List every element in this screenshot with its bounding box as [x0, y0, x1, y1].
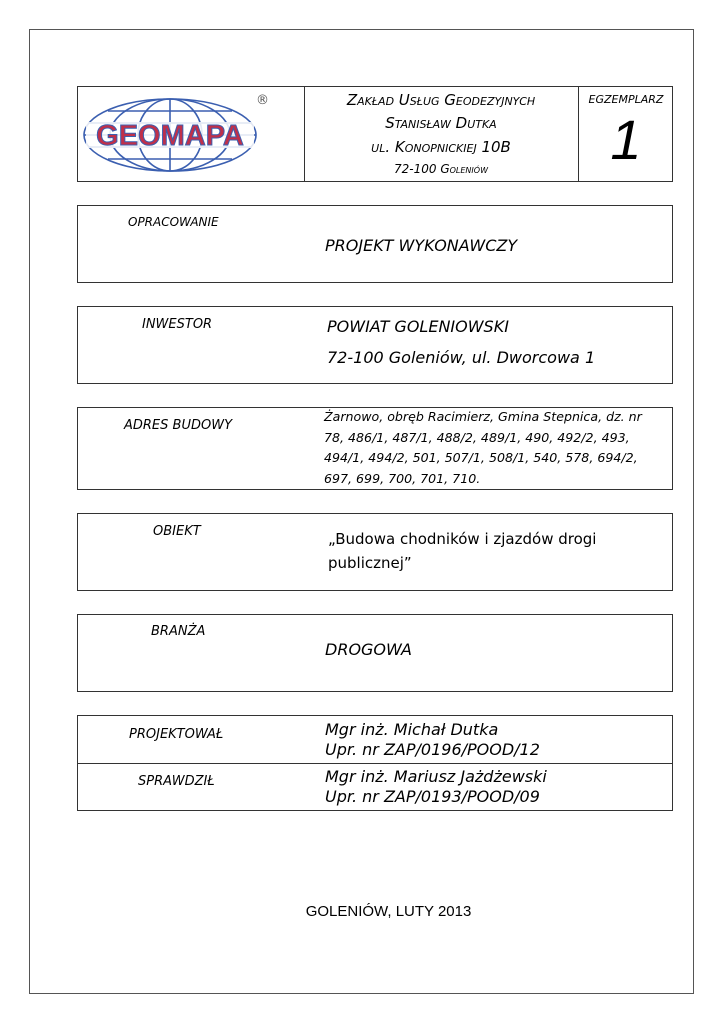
obiekt-line2: publicznej” — [328, 554, 412, 572]
company-owner: Stanisław Dutka — [385, 114, 497, 132]
place-date: GOLENIÓW, LUTY 2013 — [305, 903, 472, 920]
adres-block — [77, 407, 673, 490]
projektowal-label: PROJEKTOWAŁ — [129, 727, 224, 742]
sprawdzil-name: Mgr inż. Mariusz Jażdżewski — [325, 767, 547, 786]
inwestor-block — [77, 306, 673, 384]
adres-line: 78, 486/1, 487/1, 488/2, 489/1, 490, 492/2, 493, — [324, 429, 630, 445]
geomapa-logo — [78, 87, 304, 181]
company-street: ul. Konopnickiej 10B — [371, 138, 511, 156]
adres-value — [324, 407, 659, 489]
projektowal-name: Mgr inż. Michał Dutka — [325, 720, 499, 739]
branza-block — [77, 614, 673, 692]
projektowal-license: Upr. nr ZAP/0196/POOD/12 — [325, 740, 540, 759]
signatures-divider — [78, 763, 672, 764]
company-name: Zakład Usług Geodezyjnych — [346, 91, 536, 109]
sprawdzil-license: Upr. nr ZAP/0193/POOD/09 — [325, 787, 540, 806]
copy-number: 1 — [610, 108, 642, 171]
registered-icon: ® — [256, 93, 269, 108]
branza-value: DROGOWA — [325, 640, 412, 659]
header-block — [77, 86, 673, 182]
adres-line: 494/1, 494/2, 501, 507/1, 508/1, 540, 578, 694/2, — [324, 450, 638, 465]
inwestor-address: 72-100 Goleniów, ul. Dworcowa 1 — [327, 348, 596, 367]
opracowanie-block — [77, 205, 673, 283]
obiekt-label: OBIEKT — [153, 524, 201, 539]
signatures-block — [77, 715, 673, 811]
copy-label: EGZEMPLARZ — [588, 93, 664, 106]
company-city: 72-100 Goleniów — [394, 162, 488, 176]
obiekt-line1: „Budowa chodników i zjazdów drogi — [328, 530, 597, 548]
adres-label: ADRES BUDOWY — [124, 418, 233, 433]
branza-label: BRANŻA — [151, 624, 206, 639]
adres-line: Żarnowo, obręb Racimierz, Gmina Stepnica, dz. nr — [324, 409, 642, 424]
logo-text: GEOMAPA — [96, 120, 244, 152]
sprawdzil-label: SPRAWDZIŁ — [138, 774, 215, 789]
opracowanie-label: OPRACOWANIE — [128, 215, 219, 229]
inwestor-name: POWIAT GOLENIOWSKI — [327, 317, 509, 336]
logo-cell — [78, 87, 305, 181]
obiekt-block — [77, 513, 673, 591]
opracowanie-value: PROJEKT WYKONAWCZY — [325, 236, 518, 255]
copy-cell — [578, 87, 673, 181]
inwestor-label: INWESTOR — [142, 317, 213, 332]
adres-line: 697, 699, 700, 701, 710. — [324, 470, 481, 486]
